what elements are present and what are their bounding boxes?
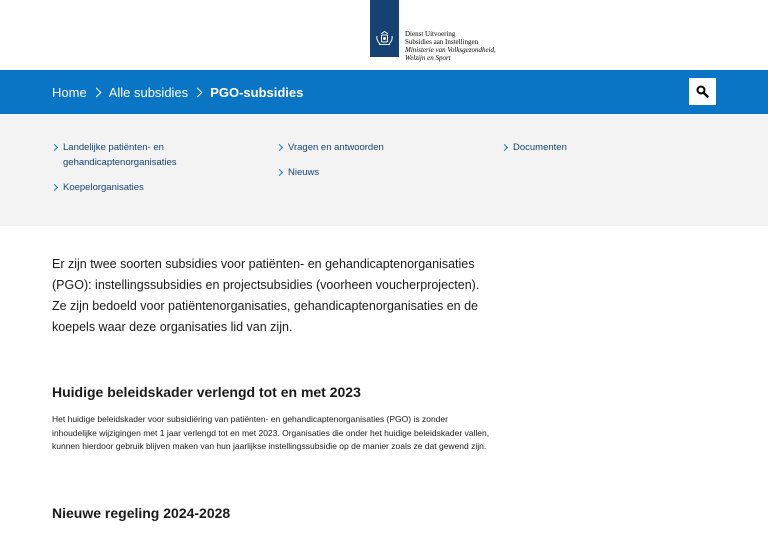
section-heading-nieuwe-regeling: Nieuwe regeling 2024-2028: [52, 505, 231, 521]
subnav-column-3: [502, 140, 672, 165]
breadcrumb-all-subsidies-link[interactable]: Alle subsidies: [108, 84, 189, 100]
subnav-item-label: Nieuws: [288, 167, 320, 178]
subnav-item-label: Koepelorganisaties: [63, 182, 144, 193]
logo[interactable]: [370, 0, 399, 57]
subnav-item-nieuws[interactable]: [277, 165, 447, 180]
subnav-column-2: [277, 140, 447, 190]
subnav-item-label: Landelijke patiënten- en gehandicaptenorganisaties: [63, 142, 177, 168]
coat-of-arms-icon: [374, 30, 395, 46]
subnav-item-label: Documenten: [513, 142, 567, 153]
section-heading-beleidskader: Huidige beleidskader verlengd tot en met 2023: [52, 384, 361, 400]
logo-line-4: Welzijn en Sport: [405, 54, 451, 62]
search-icon: [696, 85, 709, 98]
sub-navigation: [0, 114, 768, 226]
breadcrumb-bar: [0, 70, 768, 114]
chevron-right-icon: [91, 87, 101, 97]
intro-paragraph: Er zijn twee soorten subsidies voor patiënten- en gehandicaptenorganisaties (PGO): instellingssubsidies en projectsubsidies (voorheen voucherprojecten). Ze zijn bedoeld voor patiëntenorganisaties, gehandicaptenorganisaties en de koepels waar deze organisaties lid van zijn.: [52, 257, 480, 334]
search-button[interactable]: [689, 78, 716, 105]
chevron-right-icon: [276, 169, 283, 176]
chevron-right-icon: [51, 144, 58, 151]
chevron-right-icon: [501, 144, 508, 151]
header-logo-bar: [0, 0, 768, 70]
chevron-right-icon: [193, 87, 203, 97]
main-content: [52, 254, 492, 338]
subnav-item-documenten[interactable]: [502, 140, 672, 155]
logo-line-2: Subsidies aan Instellingen: [405, 38, 479, 46]
chevron-right-icon: [276, 144, 283, 151]
breadcrumb: [52, 70, 303, 114]
breadcrumb-current: PGO-subsidies: [210, 84, 304, 100]
breadcrumb-home-link[interactable]: Home: [52, 84, 87, 100]
subnav-item-vragen-en-antwoorden[interactable]: [277, 140, 447, 155]
subnav-column-1: [52, 140, 222, 205]
logo-text: [405, 30, 496, 62]
subnav-item-landelijke-organisaties[interactable]: [52, 140, 222, 170]
section-body-beleidskader: Het huidige beleidskader voor subsidiëring van patiënten- en gehandicaptenorganisaties (PGO) is zonder inhoudelijke wijzigingen met 1 jaar verlengd tot en met 2023. Organisaties die onder het huidige beleidskader vallen, kunnen hierdoor gebruik blijven maken van hun jaarlijkse instellingssubsidie op de manier zoals ze dat gewend zijn.: [52, 414, 490, 451]
subnav-item-koepelorganisaties[interactable]: [52, 180, 222, 195]
logo-line-1: Dienst Uitvoering: [405, 30, 456, 38]
subnav-item-label: Vragen en antwoorden: [288, 142, 384, 153]
chevron-right-icon: [51, 184, 58, 191]
logo-line-3: Ministerie van Volksgezondheid,: [405, 46, 496, 54]
